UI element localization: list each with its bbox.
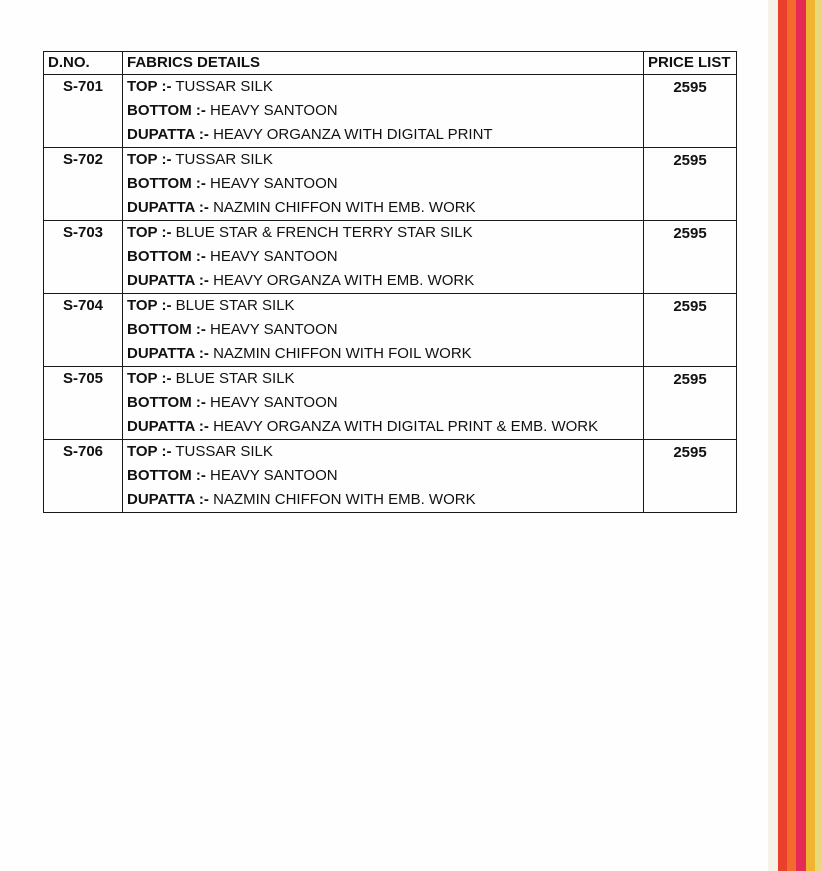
table-row: [44, 367, 737, 440]
bottom-label: BOTTOM :-: [127, 394, 206, 411]
bottom-fabric-line: [127, 245, 639, 269]
top-value: TUSSAR SILK: [175, 78, 273, 95]
fabric-details: [123, 294, 644, 367]
color-stripe: [768, 0, 778, 871]
color-stripe: [778, 0, 787, 871]
bottom-fabric-line: [127, 318, 639, 342]
fabric-details: [123, 221, 644, 294]
bottom-fabric-line: [127, 464, 639, 488]
table-row: [44, 221, 737, 294]
top-label: TOP :-: [127, 224, 172, 241]
table-row: [44, 294, 737, 367]
header-price-list: PRICE LIST: [644, 52, 737, 75]
dupatta-label: DUPATTA :-: [127, 272, 209, 289]
top-label: TOP :-: [127, 78, 172, 95]
top-fabric-line: [127, 221, 639, 245]
design-number: S-701: [44, 75, 123, 148]
dupatta-label: DUPATTA :-: [127, 418, 209, 435]
dupatta-value: NAZMIN CHIFFON WITH FOIL WORK: [213, 345, 472, 362]
bottom-value: HEAVY SANTOON: [210, 467, 338, 484]
dupatta-fabric-line: [127, 488, 639, 512]
dupatta-fabric-line: [127, 415, 639, 439]
price: 2595: [644, 440, 737, 513]
top-fabric-line: [127, 294, 639, 318]
dupatta-value: HEAVY ORGANZA WITH DIGITAL PRINT: [213, 126, 493, 143]
bottom-label: BOTTOM :-: [127, 248, 206, 265]
top-fabric-line: [127, 75, 639, 99]
top-label: TOP :-: [127, 370, 172, 387]
dupatta-value: HEAVY ORGANZA WITH DIGITAL PRINT & EMB. WORK: [213, 418, 599, 435]
top-value: TUSSAR SILK: [175, 151, 273, 168]
dupatta-fabric-line: [127, 269, 639, 293]
table-header-row: [44, 52, 737, 75]
dupatta-value: HEAVY ORGANZA WITH EMB. WORK: [213, 272, 475, 289]
price-list-table: [43, 51, 737, 513]
bottom-fabric-line: [127, 391, 639, 415]
design-number: S-703: [44, 221, 123, 294]
top-value: TUSSAR SILK: [175, 443, 273, 460]
top-value: BLUE STAR & FRENCH TERRY STAR SILK: [175, 224, 473, 241]
bottom-label: BOTTOM :-: [127, 102, 206, 119]
price: 2595: [644, 148, 737, 221]
dupatta-label: DUPATTA :-: [127, 491, 209, 508]
price: 2595: [644, 75, 737, 148]
price: 2595: [644, 367, 737, 440]
bottom-value: HEAVY SANTOON: [210, 394, 338, 411]
dupatta-value: NAZMIN CHIFFON WITH EMB. WORK: [213, 199, 476, 216]
design-number: S-704: [44, 294, 123, 367]
fabric-details: [123, 367, 644, 440]
bottom-value: HEAVY SANTOON: [210, 248, 338, 265]
dupatta-label: DUPATTA :-: [127, 345, 209, 362]
table-row: [44, 75, 737, 148]
decorative-color-stripes: [768, 0, 821, 871]
table-body: [44, 75, 737, 513]
bottom-label: BOTTOM :-: [127, 467, 206, 484]
top-value: BLUE STAR SILK: [175, 297, 295, 314]
bottom-fabric-line: [127, 99, 639, 123]
color-stripe: [815, 0, 821, 871]
fabric-details: [123, 440, 644, 513]
bottom-value: HEAVY SANTOON: [210, 321, 338, 338]
dupatta-fabric-line: [127, 196, 639, 220]
header-fabrics-details: FABRICS DETAILS: [123, 52, 644, 75]
dupatta-label: DUPATTA :-: [127, 126, 209, 143]
design-number: S-706: [44, 440, 123, 513]
table-row: [44, 440, 737, 513]
dupatta-fabric-line: [127, 123, 639, 147]
bottom-fabric-line: [127, 172, 639, 196]
bottom-label: BOTTOM :-: [127, 321, 206, 338]
dupatta-label: DUPATTA :-: [127, 199, 209, 216]
dupatta-fabric-line: [127, 342, 639, 366]
design-number: S-702: [44, 148, 123, 221]
color-stripe: [787, 0, 796, 871]
top-label: TOP :-: [127, 443, 172, 460]
table-row: [44, 148, 737, 221]
fabric-details: [123, 148, 644, 221]
design-number: S-705: [44, 367, 123, 440]
price: 2595: [644, 221, 737, 294]
top-label: TOP :-: [127, 297, 172, 314]
bottom-value: HEAVY SANTOON: [210, 175, 338, 192]
color-stripe: [796, 0, 806, 871]
bottom-label: BOTTOM :-: [127, 175, 206, 192]
dupatta-value: NAZMIN CHIFFON WITH EMB. WORK: [213, 491, 476, 508]
fabric-details: [123, 75, 644, 148]
top-fabric-line: [127, 367, 639, 391]
top-fabric-line: [127, 148, 639, 172]
top-fabric-line: [127, 440, 639, 464]
color-stripe: [806, 0, 815, 871]
bottom-value: HEAVY SANTOON: [210, 102, 338, 119]
top-value: BLUE STAR SILK: [175, 370, 295, 387]
top-label: TOP :-: [127, 151, 172, 168]
header-dno: D.NO.: [44, 52, 123, 75]
price: 2595: [644, 294, 737, 367]
